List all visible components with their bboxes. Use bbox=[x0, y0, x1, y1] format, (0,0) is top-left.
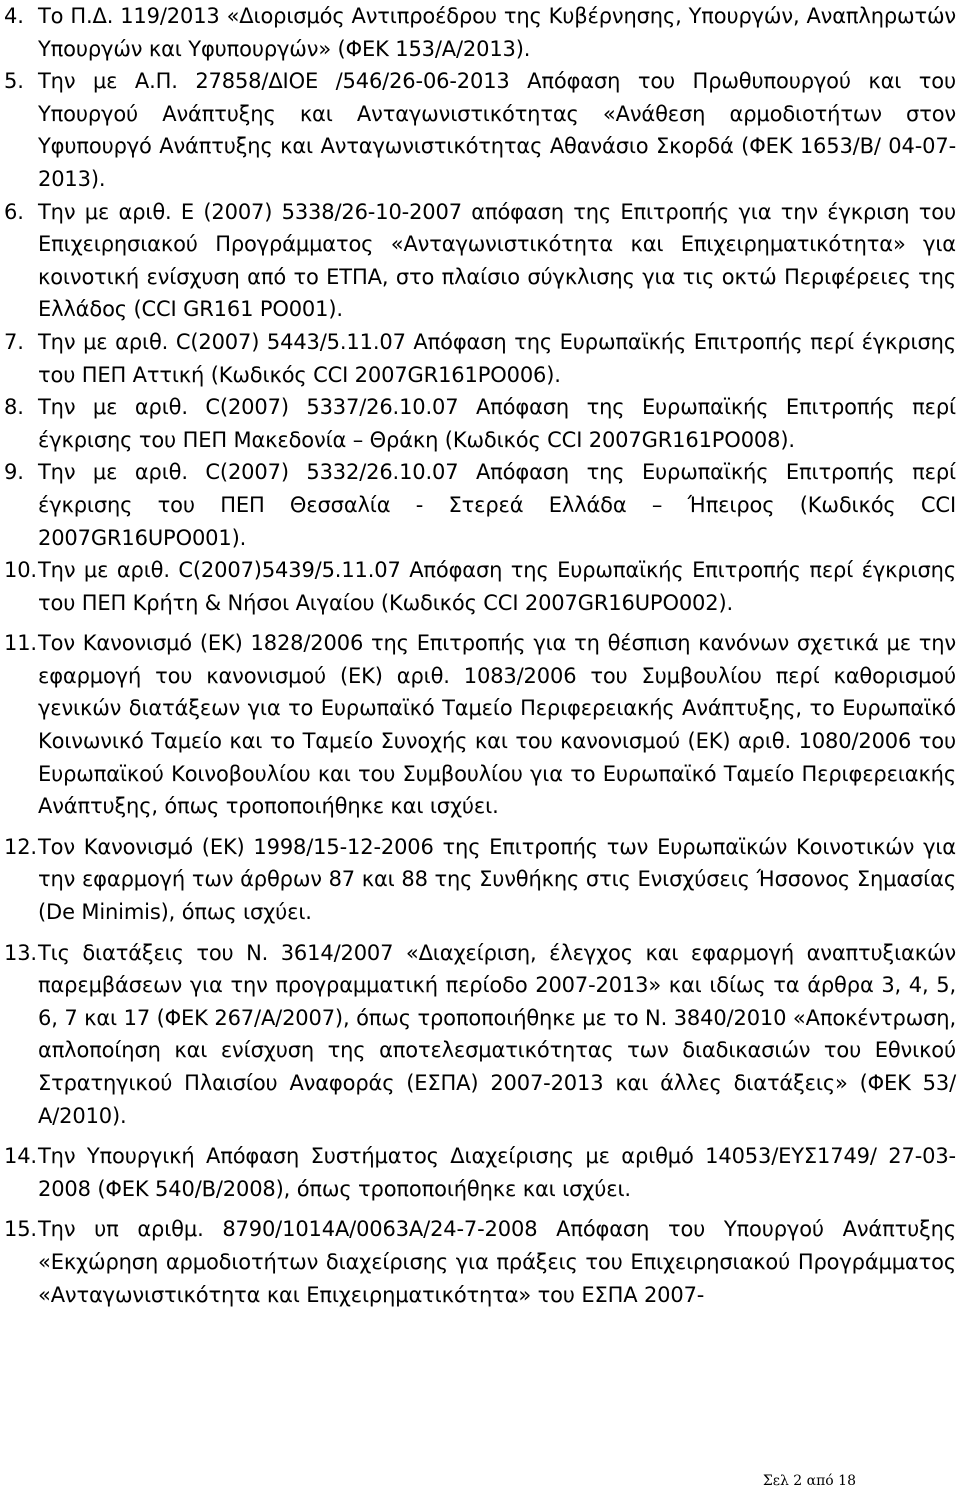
item-number: 14. bbox=[4, 1144, 37, 1169]
list-item bbox=[4, 1140, 956, 1205]
item-number: 11. bbox=[4, 631, 37, 656]
list-item bbox=[4, 456, 956, 554]
list-item bbox=[4, 1213, 956, 1311]
list-item bbox=[4, 391, 956, 456]
item-text: Την με αριθ. Ε (2007) 5338/26-10-2007 απόφαση της Επιτροπής για την έγκριση του Επιχειρησιακού Προγράμματος «Ανταγωνιστικότητα και Επιχειρηματικότητα» για κοινοτική ενίσχυση από το ΕΤΠΑ, στο πλαίσιο σύγκλισης για τις οκτώ Περιφέρειες της Ελλάδος (CCI GR161 PO001). bbox=[38, 199, 956, 322]
list-item bbox=[4, 831, 956, 929]
item-number: 7. bbox=[4, 329, 24, 354]
item-number: 15. bbox=[4, 1217, 37, 1242]
item-text: Την με αριθ. C(2007) 5337/26.10.07 Απόφαση της Ευρωπαϊκής Επιτροπής περί έγκρισης του ΠΕΠ Μακεδονία – Θράκη (Κωδικός CCI 2007GR161PO008). bbox=[38, 395, 956, 452]
item-text: Τον Κανονισμό (ΕΚ) 1828/2006 της Επιτροπής για τη θέσπιση κανόνων σχετικά με την εφαρμογή του κανονισμού (ΕΚ) αριθ. 1083/2006 του Συμβουλίου περί καθορισμού γενικών διατάξεων για το Ευρωπαϊκό Ταμείο Περιφερειακής Ανάπτυξης, το Ευρωπαϊκό Κοινωνικό Ταμείο και το Ταμείο Συνοχής και του κανονισμού (ΕΚ) αριθ. 1080/2006 του Ευρωπαϊκού Κοινοβουλίου και του Συμβουλίου για το Ευρωπαϊκό Ταμείο Περιφερειακής Ανάπτυξης, όπως τροποποιήθηκε και ισχύει. bbox=[38, 631, 956, 819]
item-text: Την με αριθ. C(2007) 5443/5.11.07 Απόφαση της Ευρωπαϊκής Επιτροπής περί έγκρισης του ΠΕΠ Αττική (Κωδικός CCI 2007GR161PO006). bbox=[38, 329, 956, 387]
page-number-footer: Σελ 2 από 18 bbox=[762, 1473, 856, 1489]
item-text: Την με αριθ. C(2007)5439/5.11.07 Απόφαση της Ευρωπαϊκής Επιτροπής περί έγκρισης του ΠΕΠ Κρήτη & Νήσοι Αιγαίου (Κωδικός CCI 2007GR16UPO002). bbox=[38, 558, 956, 615]
list-item bbox=[4, 0, 956, 65]
item-text: Τον Κανονισμό (ΕΚ) 1998/15-12-2006 της Επιτροπής των Ευρωπαϊκών Κοινοτικών για την εφαρμογή των άρθρων 87 και 88 της Συνθήκης στις Ενισχύσεις Ήσσονος Σημασίας (De Minimis), όπως ισχύει. bbox=[38, 834, 956, 925]
item-text: Το Π.Δ. 119/2013 «Διορισμός Αντιπροέδρου της Κυβέρνησης, Υπουργών, Αναπληρωτών Υπουργών και Υφυπουργών» (ΦΕΚ 153/Α/2013). bbox=[38, 4, 956, 61]
item-number: 4. bbox=[4, 4, 24, 28]
list-item bbox=[4, 937, 956, 1133]
item-text: Την Υπουργική Απόφαση Συστήματος Διαχείρισης με αριθμό 14053/ΕΥΣ1749/ 27-03-2008 (ΦΕΚ 540/Β/2008), όπως τροποποιήθηκε και ισχύει. bbox=[38, 1144, 956, 1201]
list-item bbox=[4, 196, 956, 326]
list-item bbox=[4, 326, 956, 391]
item-text: Την με αριθ. C(2007) 5332/26.10.07 Απόφαση της Ευρωπαϊκής Επιτροπής περί έγκρισης του ΠΕΠ Θεσσαλία - Στερεά Ελλάδα – Ήπειρος (Κωδικός CCI 2007GR16UPO001). bbox=[38, 460, 956, 550]
item-number: 8. bbox=[4, 395, 24, 420]
list-item bbox=[4, 554, 956, 619]
item-number: 5. bbox=[4, 69, 24, 94]
item-text: Τις διατάξεις του Ν. 3614/2007 «Διαχείριση, έλεγχος και εφαρμογή αναπτυξιακών παρεμβάσεων για την προγραμματική περίοδο 2007-2013» και ιδίως τα άρθρα 3, 4, 5, 6, 7 και 17 (ΦΕΚ 267/Α/2007), όπως τροποποιήθηκε με το Ν. 3840/2010 «Αποκέντρωση, απλοποίηση και ενίσχυση της αποτελεσματικότητας των διαδικασιών του Εθνικού Στρατηγικού Πλαισίου Αναφοράς (ΕΣΠΑ) 2007-2013 και άλλες διατάξεις» (ΦΕΚ 53/Α/2010). bbox=[38, 940, 956, 1128]
numbered-paragraph-list bbox=[4, 0, 956, 1311]
item-number: 6. bbox=[4, 199, 24, 224]
item-number: 10. bbox=[4, 558, 37, 583]
item-number: 13. bbox=[4, 940, 37, 965]
item-number: 12. bbox=[4, 834, 37, 859]
list-item bbox=[4, 627, 956, 823]
item-number: 9. bbox=[4, 460, 24, 485]
item-text: Την υπ αριθμ. 8790/1014Α/0063Α/24-7-2008 Απόφαση του Υπουργού Ανάπτυξης «Εκχώρηση αρμοδιοτήτων διαχείρισης για πράξεις του Επιχειρησιακού Προγράμματος «Ανταγωνιστικότητα και Επιχειρηματικότητα» του ΕΣΠΑ 2007- bbox=[38, 1217, 956, 1307]
item-text: Την με Α.Π. 27858/ΔΙΟΕ /546/26-06-2013 Απόφαση του Πρωθυπουργού και του Υπουργού Ανάπτυξης και Ανταγωνιστικότητας «Ανάθεση αρμοδιοτήτων στον Υφυπουργό Ανάπτυξης και Ανταγωνιστικότητας Αθανάσιο Σκορδά (ΦΕΚ 1653/Β/ 04-07-2013). bbox=[38, 69, 956, 191]
list-item bbox=[4, 65, 956, 195]
